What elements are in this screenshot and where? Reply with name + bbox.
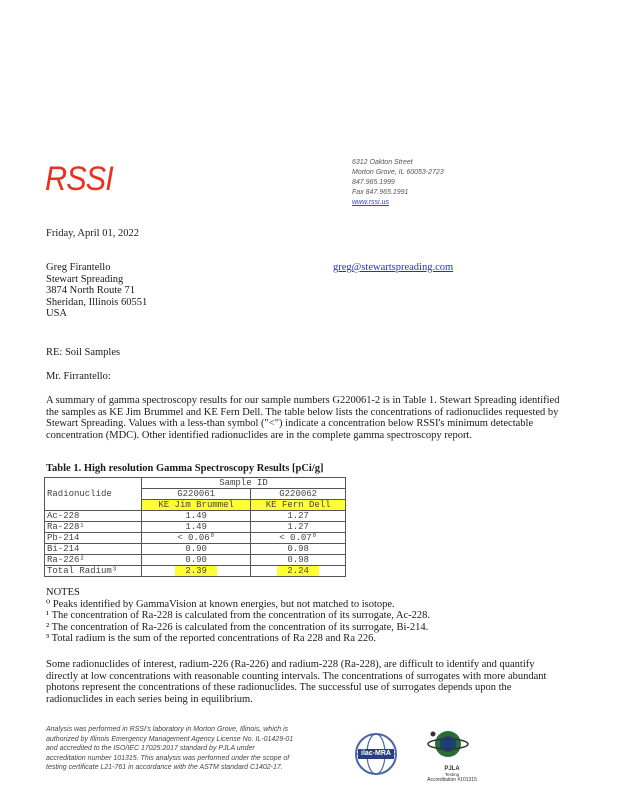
table-row	[45, 544, 346, 555]
letter-date: Friday, April 01, 2022	[46, 228, 139, 239]
intro-paragraph: A summary of gamma spectroscopy results for our sample numbers G220061-2 is in Table 1. Stewart Spreading identified the samples as KE Jim Brummel and KE Fern Dell. The table below lists the concentrations of radionuclides requested by Stewart Spreading. Values with a less-than symbol ("<") indicate a concentration below RSSI's minimum detectable concentration (MDC). Other identified radionuclides are in the complete gamma spectroscopy report.	[46, 395, 560, 441]
value-cell: 0.98	[251, 544, 346, 555]
nuclide-cell: Pb-214	[45, 533, 142, 544]
recipient-country: USA	[46, 308, 68, 319]
notes-heading: NOTES	[46, 587, 80, 598]
closing-paragraph: Some radionuclides of interest, radium-226 (Ra-226) and radium-228 (Ra-228), are difficult to identify and quantify directly at low concentrations with reasonable counting intervals. The concentrations of surrogates with more abundant photons represent the concentrations of these radionuclides. The successful use of surrogates depends upon the radionuclides in each series being in equilibrium.	[46, 659, 547, 705]
table-header-row	[45, 478, 346, 489]
note-item: ³ Total radium is the sum of the reported concentrations of Ra 228 and Ra 226.	[46, 633, 376, 644]
notes-section	[46, 587, 430, 645]
value-cell: 1.49	[142, 511, 251, 522]
ilac-mra-logo	[352, 730, 400, 778]
table-row	[45, 511, 346, 522]
table-row	[45, 522, 346, 533]
recipient-company: Stewart Spreading	[46, 273, 124, 285]
value-cell: 0.90	[142, 544, 251, 555]
value-cell: 0.98	[251, 555, 346, 566]
total-value-cell	[142, 566, 251, 577]
subject-line: RE: Soil Samples	[46, 347, 121, 358]
pjla-label: PJLA	[444, 766, 460, 772]
value-cell: 1.27	[251, 522, 346, 533]
pjla-emblem-icon	[426, 726, 470, 766]
value-cell: 0.90	[142, 555, 251, 566]
results-table	[44, 477, 346, 577]
nuclide-cell: Ac-228	[45, 511, 142, 522]
total-value-cell	[251, 566, 346, 577]
value-cell: < 0.07⁰	[251, 533, 346, 544]
address-line: Morton Grove, IL 60053-2723	[352, 169, 444, 176]
pjla-accreditation-label: Accreditation #101315	[427, 777, 477, 783]
table-row	[45, 555, 346, 566]
accreditation-footer	[46, 725, 346, 773]
value-cell: < 0.06⁰	[142, 533, 251, 544]
address-line: Fax 847.965.1991	[352, 189, 409, 196]
table-caption: Table 1. High resolution Gamma Spectroscopy Results [pCi/g]	[46, 463, 324, 474]
footer-line: authorized by Illinois Emergency Management Agency License No. IL-01429-01	[46, 735, 294, 743]
pjla-testing-label: Testing	[444, 772, 460, 777]
recipient-email-link[interactable]: greg@stewartspreading.com	[333, 262, 454, 273]
footer-line: Analysis was performed in RSSI's laboratory in Morton Grove, Illinois, which is	[46, 726, 289, 733]
nuclide-cell: Bi-214	[45, 544, 142, 555]
total-value-2: 2.24	[277, 566, 319, 576]
sample-id-2: G220062	[251, 489, 346, 500]
address-line: 847.965.1999	[352, 179, 395, 186]
nuclide-cell: Ra-226²	[45, 555, 142, 566]
recipient-street: 3874 North Route 71	[46, 285, 135, 296]
total-value-1: 2.39	[175, 566, 217, 576]
sample-id-header: Sample ID	[142, 478, 346, 489]
recipient-name: Greg Firantello	[46, 262, 111, 273]
radionuclide-header: Radionuclide	[45, 478, 142, 511]
footer-line: and accredited to the ISO/IEC 17025:2017 standard by PJLA under	[46, 745, 255, 753]
ilac-label: ilac-MRA	[361, 750, 391, 757]
nuclide-cell: Ra-228¹	[45, 522, 142, 533]
value-cell: 1.27	[251, 511, 346, 522]
note-item: ¹ The concentration of Ra-228 is calculated from the concentration of its surrogate, Ac-228.	[46, 610, 431, 621]
footer-line: accreditation number 101315. This analysis was performed under the scope of	[46, 754, 290, 762]
note-item: ⁰ Peaks identified by GammaVision at known energies, but not matched to isotope.	[46, 598, 395, 610]
value-cell: 1.49	[142, 522, 251, 533]
note-item: ² The concentration of Ra-226 is calculated from the concentration of its surrogate, Bi-214.	[46, 621, 429, 633]
rssi-logo: RSSI	[45, 160, 113, 198]
nuclide-cell: Total Radium³	[45, 566, 142, 577]
sample-name-2: KE Fern Dell	[251, 500, 346, 511]
website-link[interactable]: www.rssi.us	[352, 199, 389, 206]
recipient-block	[46, 262, 147, 320]
pjla-logo	[412, 726, 492, 786]
footer-line: testing certificate L21-761 in accordance with the ASTM standard C1402-17.	[46, 764, 283, 772]
salutation: Mr. Firrantello:	[46, 371, 111, 382]
sample-id-1: G220061	[142, 489, 251, 500]
company-address	[352, 158, 444, 208]
sample-name-1: KE Jim Brummel	[142, 500, 251, 511]
total-row	[45, 566, 346, 577]
address-line: 6312 Oakton Street	[352, 159, 413, 166]
table-row	[45, 533, 346, 544]
recipient-city: Sheridan, Illinois 60551	[46, 296, 148, 308]
